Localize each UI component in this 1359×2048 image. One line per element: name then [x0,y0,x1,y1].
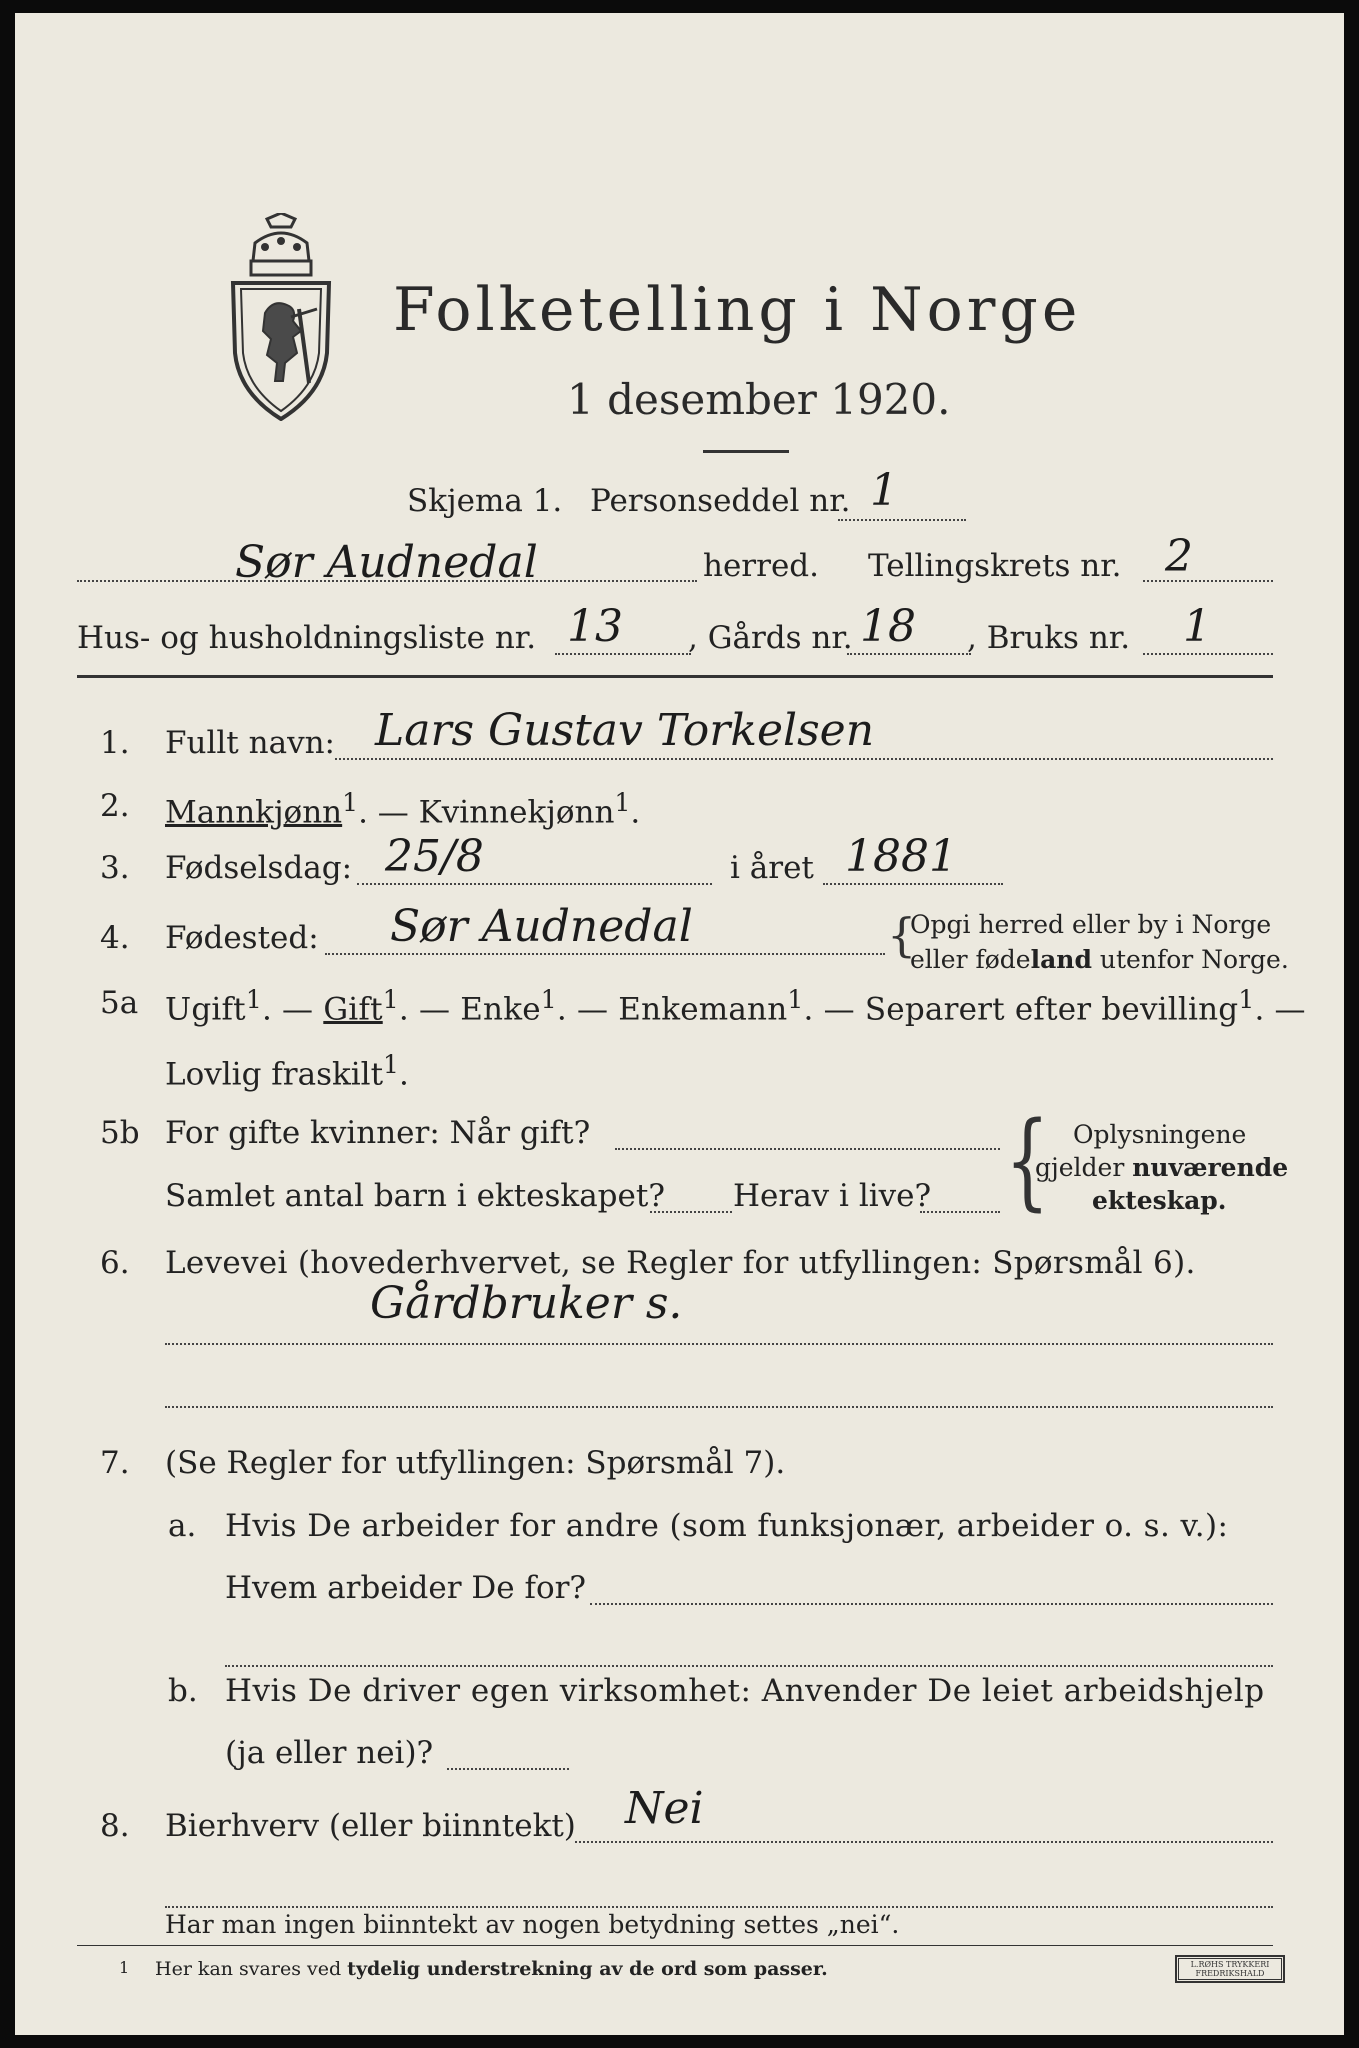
full-name-label: Fullt navn: [165,725,335,761]
birth-year-value[interactable]: 1881 [845,831,957,882]
widow-option[interactable]: Enke [460,991,541,1028]
q6-number: 6. [100,1245,130,1281]
hired-help-label: (ja eller nei)? [225,1735,434,1771]
birthplace-label: Fødested: [165,920,319,956]
married-option[interactable]: Gift [323,991,383,1028]
gards-value[interactable]: 18 [860,601,916,652]
full-name-line [335,758,1273,760]
personseddel-label: Personseddel nr. [590,483,851,519]
census-form [15,13,1344,2035]
side-income-note: Har man ingen biinntekt av nogen betydning settes „nei“. [165,1910,900,1939]
birthplace-note-brace: { [887,908,917,962]
q7-label: (Se Regler for utfyllingen: Spørsmål 7). [165,1445,786,1481]
marriage-note-brace: { [1005,1099,1050,1222]
q7b-letter: b. [168,1673,198,1709]
children-count-label: Samlet antal barn i ekteskapet? [165,1178,665,1214]
q5a-number: 5a [100,985,139,1021]
gards-line [847,653,971,655]
divorced-line: Lovlig fraskilt$^1$. [165,1050,409,1093]
occupation-value[interactable]: Gårdbruker s. [370,1278,683,1329]
hus-value[interactable]: 13 [567,601,623,652]
occupation-line-2 [165,1406,1273,1408]
male-option[interactable]: Mannkjønn [165,794,343,831]
marital-status-options: Ugift$^1$. — Gift$^1$. — Enke$^1$. — Enkemann$^1$. — Separert efter bevilling$^1$. — [165,985,1306,1028]
q1-number: 1. [100,725,130,761]
when-married-line [615,1148,1000,1150]
employer-label: Hvem arbeider De for? [225,1570,587,1606]
hus-line [555,653,691,655]
gards-label: , Gårds nr. [688,620,853,656]
q8-number: 8. [100,1808,130,1844]
occupation-line-1 [165,1343,1273,1345]
personseddel-value[interactable]: 1 [870,465,898,516]
side-income-line-2 [165,1906,1273,1908]
q7b-text: Hvis De driver egen virksomhet: Anvender De leiet arbeidshjelp [225,1673,1265,1709]
children-alive-label: Herav i live? [733,1178,932,1214]
separated-option[interactable]: Separert efter bevilling [864,991,1239,1028]
side-income-value[interactable]: Nei [625,1783,704,1834]
hired-help-line [447,1768,569,1770]
skjema-label: Skjema 1. [407,483,563,519]
footnote-text: Her kan svares ved tydelig understrekning av de ord som passer. [155,1958,828,1980]
tellingskrets-label: Tellingskrets nr. [868,548,1122,584]
marriage-note-line1: Oplysningene [1073,1120,1247,1149]
birthday-label: Fødselsdag: [165,850,353,886]
q3-number: 3. [100,850,130,886]
bruks-value[interactable]: 1 [1183,601,1211,652]
children-alive-line [920,1211,1000,1213]
birth-year-line [823,883,1003,885]
side-income-label: Bierhverv (eller biinntekt) [165,1808,576,1844]
birthplace-line [325,953,885,955]
form-title: Folketelling i Norge [393,275,1082,345]
footer-divider [77,1945,1273,1946]
female-option[interactable]: Kvinnekjønn [418,794,615,831]
birthplace-value[interactable]: Sør Audnedal [390,901,693,952]
herred-value[interactable]: Sør Audnedal [235,537,538,588]
q4-number: 4. [100,920,130,956]
when-married-label: For gifte kvinner: Når gift? [165,1115,591,1151]
employer-line-2 [225,1665,1273,1667]
herred-label: herred. [703,548,819,584]
sex-options: Mannkjønn$^1$. — Kvinnekjønn$^1$. [165,788,641,831]
census-date: 1 desember 1920. [567,375,951,424]
coat-of-arms-icon [227,213,335,421]
header-divider [77,675,1273,678]
marriage-note-line2: gjelder nuværende [1035,1153,1289,1182]
title-divider [703,450,789,453]
children-count-line [650,1211,732,1213]
marriage-note-line3: ekteskap. [1092,1186,1227,1215]
q5b-number: 5b [100,1115,140,1151]
employer-line-1 [590,1603,1273,1605]
divorced-option[interactable]: Lovlig fraskilt [165,1056,384,1093]
birthday-value[interactable]: 25/8 [385,831,484,882]
hus-label: Hus- og husholdningsliste nr. [77,620,537,656]
bruks-label: , Bruks nr. [967,620,1131,656]
birth-year-label: i året [730,850,814,886]
birthplace-note-line1: Opgi herred eller by i Norge [910,910,1272,939]
occupation-label: Levevei (hovederhvervet, se Regler for utfyllingen: Spørsmål 6). [165,1245,1196,1281]
q2-number: 2. [100,788,130,824]
full-name-value[interactable]: Lars Gustav Torkelsen [375,705,875,756]
personseddel-line [838,519,966,521]
birthday-line [357,883,712,885]
tellingskrets-line [1143,580,1273,582]
birthplace-note-line2: eller fødeland utenfor Norge. [910,945,1289,974]
bruks-line [1143,653,1273,655]
unmarried-option[interactable]: Ugift [165,991,246,1028]
printer-stamp: L.RØHS TRYKKERI FREDRIKSHALD [1175,1955,1285,1983]
q7a-letter: a. [168,1508,197,1544]
widower-option[interactable]: Enkemann [618,991,788,1028]
footnote-number: 1 [119,1958,130,1977]
q7a-text: Hvis De arbeider for andre (som funksjonær, arbeider o. s. v.): [225,1508,1229,1544]
side-income-line [575,1841,1273,1843]
q7-number: 7. [100,1445,130,1481]
tellingskrets-value[interactable]: 2 [1165,531,1193,582]
